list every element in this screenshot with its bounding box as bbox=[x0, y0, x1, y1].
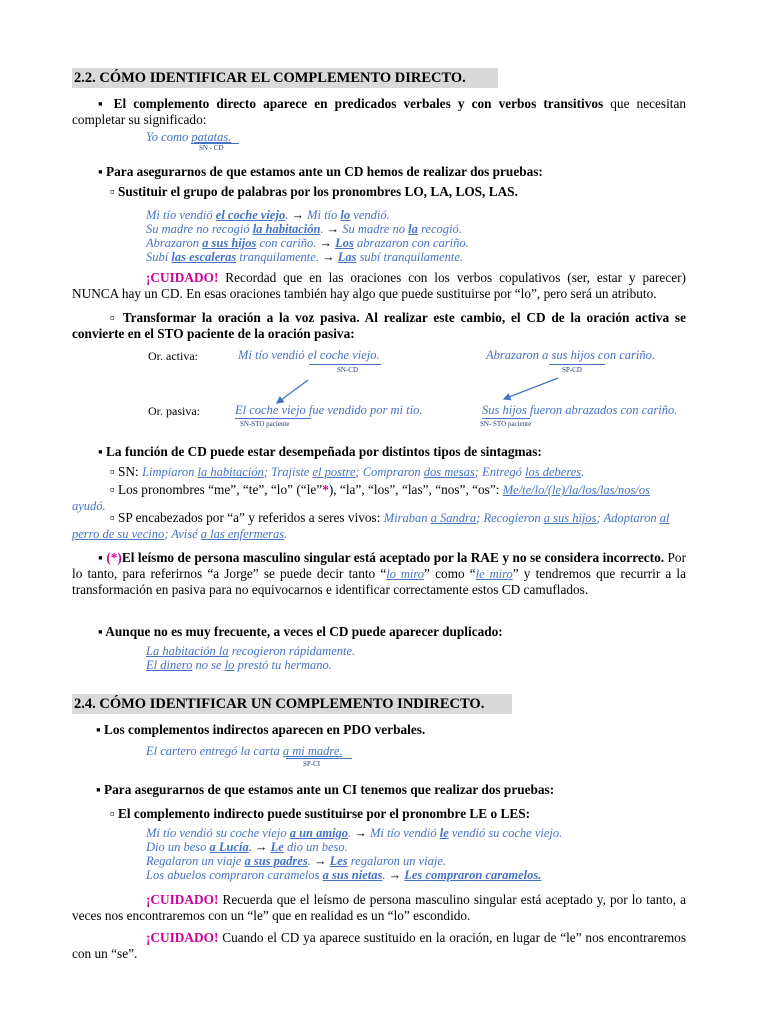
passive-label: Or. pasiva: bbox=[148, 404, 200, 418]
duplicated-heading: ▪ Aunque no es muy frecuente, a veces el CD puede aparecer duplicado: bbox=[98, 624, 503, 639]
ci-caution-2: ¡CUIDADO! Cuando el CD ya aparece sustituido en la oración, en lugar de “le” nos encontraremos con un “se”. bbox=[72, 930, 686, 961]
leismo-paragraph: ▪ (*)El leísmo de persona masculino singular está aceptado por la RAE y no se considera incorrecto. Por lo tanto, para referirnos “a Jorge” se puede decir tanto “lo miro” como “le miro” y tendremos que recurrir a la transformación en pasiva para no equivocarnos e identificar correctamente estos CD camuflados. bbox=[72, 550, 687, 597]
duplicated-example-1: La habitación la recogieron rápidamente. bbox=[146, 644, 356, 658]
ci-sub-1: Mi tío vendió su coche viejo a un amigo. → Mi tío vendió le vendió su coche viejo. bbox=[146, 826, 563, 840]
passive-label-2: SN- STO paciente bbox=[480, 420, 532, 428]
ci-intro: ▪ Los complementos indirectos aparecen en PDO verbales. bbox=[96, 722, 426, 737]
ci-example-underline bbox=[286, 758, 352, 759]
section-heading-cd: 2.2. CÓMO IDENTIFICAR EL COMPLEMENTO DIRECTO. bbox=[72, 68, 498, 88]
sn-line: ▫ SN: Limpiaron la habitación; Trajiste el postre; Compraron dos mesas; Entregó los deberes. bbox=[110, 464, 585, 479]
sub-example-2: Su madre no recogió la habitación. → Su madre no la recogió. bbox=[146, 222, 462, 236]
ci-example-label: SP-CI bbox=[303, 760, 321, 768]
bullet: ▪ bbox=[98, 96, 107, 111]
ci-test1: ▫ El complemento indirecto puede sustituirse por el pronombre LE o LES: bbox=[110, 806, 531, 821]
caution-text: Recordad que en las oraciones con los verbos copulativos (ser, estar y parecer) NUNCA hay un CD. En esas oraciones también hay algo que puede sustituirse por “lo”, pero será un atributo. bbox=[72, 270, 686, 301]
active-label: Or. activa: bbox=[148, 349, 198, 363]
sub-example-4: Subí las escaleras tranquilamente. → Las subí tranquilamente. bbox=[146, 250, 464, 264]
section-heading-ci: 2.4. CÓMO IDENTIFICAR UN COMPLEMENTO INDIRECTO. bbox=[72, 694, 512, 714]
arrow-2 bbox=[504, 378, 558, 399]
ci-sub-4: Los abuelos compraron caramelos a sus nietas. → Les compraron caramelos. bbox=[146, 868, 542, 882]
cd-intro-bold: El complemento directo aparece en predicados verbales y con verbos transitivos bbox=[113, 96, 604, 111]
passive-underline-1 bbox=[235, 418, 311, 419]
caution-label: ¡CUIDADO! bbox=[146, 270, 219, 285]
passive-example-1: El coche viejo fue vendido por mi tío. bbox=[235, 403, 423, 417]
ci-example: El cartero entregó la carta a mi madre. bbox=[146, 744, 343, 758]
active-label-1: SN-CD bbox=[337, 366, 359, 374]
sub-example-3: Abrazaron a sus hijos con cariño. → Los abrazaron con cariño. bbox=[146, 236, 469, 250]
two-tests-line: ▪ Para asegurarnos de que estamos ante un CD hemos de realizar dos pruebas: bbox=[98, 164, 543, 179]
active-label-2: SP-CD bbox=[562, 366, 582, 374]
arrow-1 bbox=[277, 380, 308, 403]
cd-intro-rest: que necesitan completar su significado: bbox=[72, 96, 687, 127]
ci-two-tests: ▪ Para asegurarnos de que estamos ante un CI tenemos que realizar dos pruebas: bbox=[96, 782, 555, 797]
test1-heading: ▫ Sustituir el grupo de palabras por los pronombres LO, LA, LOS, LAS. bbox=[110, 184, 518, 199]
example-cd: patatas. bbox=[191, 130, 232, 144]
ci-sub-3: Regalaron un viaje a sus padres. → Les regalaron un viaje. bbox=[146, 854, 447, 868]
sp-line: ▫ SP encabezados por “a” y referidos a seres vivos: Miraban a Sandra; Recogieron a sus hijos; Adoptaron al perro de su vecino; Avisé a las enfermeras. bbox=[72, 510, 670, 541]
passive-example-2: Sus hijos fueron abrazados con cariño. bbox=[482, 403, 678, 417]
example-label: SN - CD bbox=[199, 144, 224, 152]
test2-heading: ▫ Transformar la oración a la voz pasiva. Al realizar este cambio, el CD de la oración activa se convierte en el STO paciente de la oración pasiva: bbox=[72, 310, 686, 341]
duplicated-example-2: El dinero no se lo prestó tu hermano. bbox=[146, 658, 332, 672]
ci-caution-1: ¡CUIDADO! Recuerda que el leísmo de persona masculino singular está aceptado y, por lo tanto, a veces nos encontraremos con un “le” que en realidad es un “lo” escondido. bbox=[72, 892, 686, 923]
syntagma-types-heading: ▪ La función de CD puede estar desempeñada por distintos tipos de sintagmas: bbox=[98, 444, 542, 459]
active-example-1: Mi tío vendió el coche viejo. bbox=[238, 348, 380, 362]
passive-underline-2 bbox=[482, 418, 530, 419]
active-example-2: Abrazaron a sus hijos con cariño. bbox=[486, 348, 655, 362]
passive-label-1: SN-STO paciente bbox=[240, 420, 290, 428]
sub-example-1: Mi tío vendió el coche viejo. → Mi tío lo vendió. bbox=[146, 208, 390, 222]
ci-sub-2: Dio un beso a Lucía. → Le dio un beso. bbox=[146, 840, 348, 854]
example-text: Yo como bbox=[146, 130, 192, 144]
pronouns-line: ▫ Los pronombres “me”, “te”, “lo” (“le”*), “la”, “los”, “las”, “nos”, “os”: Me/te/lo/(le)/la/los/las/nos/os ayudó. bbox=[72, 482, 650, 513]
